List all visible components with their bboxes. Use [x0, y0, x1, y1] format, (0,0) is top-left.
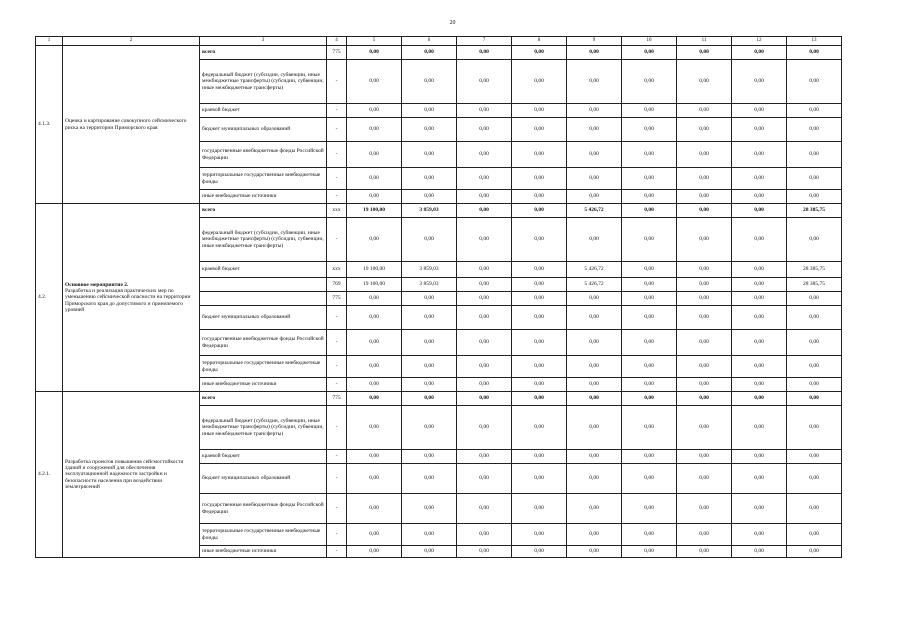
value-cell-6: 0,00 [402, 524, 457, 546]
value-cell-9: 0,00 [567, 292, 622, 306]
table-row [36, 204, 842, 218]
value-cell-12: 0,00 [732, 262, 787, 278]
item-name-title: Основное мероприятие 2. [65, 281, 129, 288]
value-cell-10: 0,00 [622, 292, 677, 306]
value-cell-6: 0,00 [402, 356, 457, 378]
funding-source: бюджет муниципальных образований [200, 118, 327, 142]
value-cell-9: 0,00 [567, 406, 622, 450]
value-cell-13: 0,00 [787, 306, 842, 330]
value-cell-5: 0,00 [347, 306, 402, 330]
value-cell-12: 0,00 [732, 218, 787, 262]
budget-code: - [327, 524, 347, 546]
value-cell-7: 0,00 [457, 46, 512, 60]
funding-source: иные внебюджетные источники [200, 378, 327, 392]
value-cell-8: 0,00 [512, 524, 567, 546]
budget-code: 775 [327, 46, 347, 60]
value-cell-12: 0,00 [732, 278, 787, 292]
value-cell-10: 0,00 [622, 262, 677, 278]
budget-code: - [327, 104, 347, 118]
value-cell-7: 0,00 [457, 524, 512, 546]
value-cell-10: 0,00 [622, 218, 677, 262]
value-cell-8: 0,00 [512, 60, 567, 104]
value-cell-8: 0,00 [512, 392, 567, 406]
value-cell-12: 0,00 [732, 60, 787, 104]
budget-code: - [327, 464, 347, 494]
budget-code: - [327, 60, 347, 104]
value-cell-10: 0,00 [622, 306, 677, 330]
item-name-text: Разработка и реализация практических мер по уменьшению сейсмической опасности на территории Приморского края до допустимого и приемлемого уровней [65, 288, 191, 313]
funding-source: иные внебюджетные источники [200, 190, 327, 204]
value-cell-6: 0,00 [402, 46, 457, 60]
value-cell-8: 0,00 [512, 190, 567, 204]
funding-source: всего [200, 204, 327, 218]
value-cell-12: 0,00 [732, 306, 787, 330]
budget-code: ххх [327, 262, 347, 278]
value-cell-13: 28 385,75 [787, 278, 842, 292]
value-cell-5: 0,00 [347, 218, 402, 262]
value-cell-12: 0,00 [732, 46, 787, 60]
value-cell-7: 0,00 [457, 118, 512, 142]
value-cell-12: 0,00 [732, 168, 787, 190]
value-cell-5: 19 100,00 [347, 204, 402, 218]
value-cell-6: 0,00 [402, 494, 457, 524]
budget-code: - [327, 306, 347, 330]
value-cell-11: 0,00 [677, 406, 732, 450]
value-cell-9: 0,00 [567, 546, 622, 558]
funding-source: федеральный бюджет (субсидии, субвенции, иные межбюджетные трансферты) (субсидии, субвенции, иные межбюджетные трансферты) [200, 60, 327, 104]
value-cell-9: 0,00 [567, 142, 622, 168]
value-cell-5: 0,00 [347, 190, 402, 204]
value-cell-6: 0,00 [402, 60, 457, 104]
budget-code: - [327, 190, 347, 204]
value-cell-12: 0,00 [732, 142, 787, 168]
value-cell-13: 28 385,75 [787, 262, 842, 278]
header-row [36, 37, 842, 46]
value-cell-6: 0,00 [402, 190, 457, 204]
value-cell-8: 0,00 [512, 330, 567, 356]
value-cell-12: 0,00 [732, 190, 787, 204]
value-cell-8: 0,00 [512, 278, 567, 292]
value-cell-10: 0,00 [622, 356, 677, 378]
value-cell-11: 0,00 [677, 262, 732, 278]
value-cell-10: 0,00 [622, 330, 677, 356]
funding-source: федеральный бюджет (субсидии, субвенции, иные межбюджетные трансферты) (субсидии, субвенции, иные межбюджетные трансферты) [200, 406, 327, 450]
value-cell-10: 0,00 [622, 464, 677, 494]
item-name [63, 392, 200, 558]
value-cell-10: 0,00 [622, 118, 677, 142]
header-cell-3: 3 [200, 37, 327, 46]
header-cell-6: 6 [402, 37, 457, 46]
value-cell-12: 0,00 [732, 392, 787, 406]
funding-source: бюджет муниципальных образований [200, 464, 327, 494]
value-cell-8: 0,00 [512, 104, 567, 118]
budget-code: - [327, 450, 347, 464]
value-cell-9: 0,00 [567, 378, 622, 392]
funding-source: территориальные государственные внебюджетные фонды [200, 168, 327, 190]
funding-source: государственные внебюджетные фонды Российской Федерации [200, 330, 327, 356]
value-cell-13: 0,00 [787, 378, 842, 392]
header-cell-2: 2 [63, 37, 200, 46]
value-cell-5: 0,00 [347, 392, 402, 406]
table-row [36, 392, 842, 406]
item-number: 4.1.3. [36, 46, 63, 204]
value-cell-11: 0,00 [677, 546, 732, 558]
budget-code: - [327, 356, 347, 378]
budget-code: - [327, 406, 347, 450]
value-cell-9: 0,00 [567, 46, 622, 60]
value-cell-11: 0,00 [677, 356, 732, 378]
value-cell-11: 0,00 [677, 204, 732, 218]
value-cell-9: 0,00 [567, 392, 622, 406]
value-cell-10: 0,00 [622, 190, 677, 204]
value-cell-8: 0,00 [512, 142, 567, 168]
value-cell-12: 0,00 [732, 204, 787, 218]
value-cell-13: 0,00 [787, 524, 842, 546]
budget-code: ххх [327, 204, 347, 218]
value-cell-6: 0,00 [402, 104, 457, 118]
budget-code: - [327, 218, 347, 262]
value-cell-12: 0,00 [732, 546, 787, 558]
value-cell-12: 0,00 [732, 524, 787, 546]
value-cell-6: 0,00 [402, 118, 457, 142]
value-cell-11: 0,00 [677, 292, 732, 306]
value-cell-7: 0,00 [457, 356, 512, 378]
value-cell-8: 0,00 [512, 356, 567, 378]
value-cell-7: 0,00 [457, 278, 512, 292]
value-cell-10: 0,00 [622, 494, 677, 524]
budget-code: - [327, 546, 347, 558]
value-cell-11: 0,00 [677, 378, 732, 392]
value-cell-7: 0,00 [457, 168, 512, 190]
value-cell-13: 0,00 [787, 218, 842, 262]
value-cell-7: 0,00 [457, 546, 512, 558]
value-cell-7: 0,00 [457, 450, 512, 464]
header-cell-5: 5 [347, 37, 402, 46]
funding-source [200, 278, 327, 292]
value-cell-9: 0,00 [567, 494, 622, 524]
value-cell-9: 0,00 [567, 306, 622, 330]
value-cell-7: 0,00 [457, 306, 512, 330]
value-cell-7: 0,00 [457, 378, 512, 392]
header-cell-9: 9 [567, 37, 622, 46]
value-cell-13: 0,00 [787, 60, 842, 104]
value-cell-11: 0,00 [677, 118, 732, 142]
budget-code: - [327, 168, 347, 190]
value-cell-6: 0,00 [402, 406, 457, 450]
value-cell-8: 0,00 [512, 218, 567, 262]
funding-source: бюджет муниципальных образований [200, 306, 327, 330]
value-cell-9: 5 426,72 [567, 262, 622, 278]
value-cell-10: 0,00 [622, 104, 677, 118]
value-cell-7: 0,00 [457, 60, 512, 104]
value-cell-8: 0,00 [512, 378, 567, 392]
budget-code: - [327, 330, 347, 356]
value-cell-8: 0,00 [512, 46, 567, 60]
value-cell-8: 0,00 [512, 168, 567, 190]
value-cell-13: 0,00 [787, 464, 842, 494]
value-cell-11: 0,00 [677, 524, 732, 546]
value-cell-5: 19 100,00 [347, 278, 402, 292]
value-cell-8: 0,00 [512, 546, 567, 558]
value-cell-5: 0,00 [347, 546, 402, 558]
value-cell-9: 0,00 [567, 104, 622, 118]
value-cell-12: 0,00 [732, 378, 787, 392]
header-cell-7: 7 [457, 37, 512, 46]
value-cell-8: 0,00 [512, 118, 567, 142]
value-cell-6: 0,00 [402, 142, 457, 168]
value-cell-9: 0,00 [567, 524, 622, 546]
value-cell-7: 0,00 [457, 190, 512, 204]
value-cell-5: 0,00 [347, 168, 402, 190]
value-cell-10: 0,00 [622, 168, 677, 190]
table-row [36, 46, 842, 60]
funding-source: территориальные государственные внебюджетные фонды [200, 356, 327, 378]
value-cell-7: 0,00 [457, 142, 512, 168]
value-cell-11: 0,00 [677, 142, 732, 168]
funding-source: всего [200, 392, 327, 406]
value-cell-6: 3 859,03 [402, 278, 457, 292]
value-cell-5: 0,00 [347, 118, 402, 142]
value-cell-5: 0,00 [347, 60, 402, 104]
header-cell-1: 1 [36, 37, 63, 46]
value-cell-12: 0,00 [732, 494, 787, 524]
value-cell-9: 0,00 [567, 218, 622, 262]
value-cell-10: 0,00 [622, 278, 677, 292]
value-cell-12: 0,00 [732, 356, 787, 378]
value-cell-5: 0,00 [347, 378, 402, 392]
value-cell-8: 0,00 [512, 450, 567, 464]
value-cell-12: 0,00 [732, 464, 787, 494]
value-cell-9: 0,00 [567, 60, 622, 104]
funding-source: иные внебюджетные источники [200, 546, 327, 558]
value-cell-11: 0,00 [677, 494, 732, 524]
value-cell-7: 0,00 [457, 218, 512, 262]
funding-source: всего [200, 46, 327, 60]
value-cell-8: 0,00 [512, 406, 567, 450]
budget-code: 775 [327, 292, 347, 306]
funding-source: краевой бюджет [200, 262, 327, 278]
value-cell-6: 0,00 [402, 450, 457, 464]
value-cell-13: 28 385,75 [787, 204, 842, 218]
budget-code: - [327, 378, 347, 392]
value-cell-11: 0,00 [677, 190, 732, 204]
value-cell-8: 0,00 [512, 262, 567, 278]
funding-source: федеральный бюджет (субсидии, субвенции, иные межбюджетные трансферты) (субсидии, субвенции, иные межбюджетные трансферты) [200, 218, 327, 262]
value-cell-6: 0,00 [402, 392, 457, 406]
header-cell-4: 4 [327, 37, 347, 46]
value-cell-12: 0,00 [732, 330, 787, 356]
value-cell-7: 0,00 [457, 104, 512, 118]
item-number: 4.2.1. [36, 392, 63, 558]
value-cell-5: 0,00 [347, 104, 402, 118]
item-name [63, 46, 200, 204]
value-cell-9: 0,00 [567, 190, 622, 204]
value-cell-7: 0,00 [457, 204, 512, 218]
value-cell-9: 0,00 [567, 330, 622, 356]
value-cell-5: 0,00 [347, 292, 402, 306]
value-cell-13: 0,00 [787, 168, 842, 190]
value-cell-7: 0,00 [457, 292, 512, 306]
funding-source: государственные внебюджетные фонды Российской Федерации [200, 142, 327, 168]
value-cell-11: 0,00 [677, 60, 732, 104]
value-cell-13: 0,00 [787, 356, 842, 378]
header-cell-11: 11 [677, 37, 732, 46]
value-cell-5: 0,00 [347, 142, 402, 168]
value-cell-11: 0,00 [677, 464, 732, 494]
value-cell-5: 0,00 [347, 494, 402, 524]
value-cell-9: 0,00 [567, 450, 622, 464]
value-cell-7: 0,00 [457, 406, 512, 450]
value-cell-12: 0,00 [732, 406, 787, 450]
value-cell-13: 0,00 [787, 546, 842, 558]
value-cell-13: 0,00 [787, 104, 842, 118]
value-cell-10: 0,00 [622, 46, 677, 60]
header-cell-12: 12 [732, 37, 787, 46]
value-cell-13: 0,00 [787, 392, 842, 406]
value-cell-5: 19 100,00 [347, 262, 402, 278]
value-cell-13: 0,00 [787, 142, 842, 168]
value-cell-7: 0,00 [457, 464, 512, 494]
value-cell-9: 5 426,72 [567, 204, 622, 218]
value-cell-6: 0,00 [402, 546, 457, 558]
value-cell-6: 0,00 [402, 464, 457, 494]
budget-table [35, 36, 842, 558]
value-cell-8: 0,00 [512, 204, 567, 218]
value-cell-8: 0,00 [512, 464, 567, 494]
value-cell-10: 0,00 [622, 546, 677, 558]
item-name-text: Разработка проектов повышения сейсмостойкости зданий и сооружений для обеспечения эксплуатационной надежности застройки и безопасности населения при воздействии землетрясений [65, 458, 184, 490]
value-cell-10: 0,00 [622, 204, 677, 218]
value-cell-12: 0,00 [732, 292, 787, 306]
value-cell-10: 0,00 [622, 392, 677, 406]
budget-code: - [327, 142, 347, 168]
funding-source [200, 292, 327, 306]
item-name [63, 204, 200, 392]
value-cell-12: 0,00 [732, 118, 787, 142]
value-cell-8: 0,00 [512, 494, 567, 524]
page-number: 20 [449, 20, 456, 26]
budget-code: - [327, 494, 347, 524]
value-cell-11: 0,00 [677, 168, 732, 190]
value-cell-6: 3 859,03 [402, 262, 457, 278]
value-cell-7: 0,00 [457, 494, 512, 524]
funding-source: государственные внебюджетные фонды Российской Федерации [200, 494, 327, 524]
value-cell-9: 0,00 [567, 356, 622, 378]
value-cell-9: 0,00 [567, 118, 622, 142]
value-cell-12: 0,00 [732, 450, 787, 464]
value-cell-10: 0,00 [622, 60, 677, 104]
header-cell-8: 8 [512, 37, 567, 46]
value-cell-5: 0,00 [347, 450, 402, 464]
value-cell-6: 0,00 [402, 330, 457, 356]
value-cell-6: 0,00 [402, 292, 457, 306]
value-cell-8: 0,00 [512, 292, 567, 306]
value-cell-13: 0,00 [787, 292, 842, 306]
header-cell-10: 10 [622, 37, 677, 46]
budget-code: 769 [327, 278, 347, 292]
value-cell-11: 0,00 [677, 104, 732, 118]
budget-code: - [327, 118, 347, 142]
item-name-text: Оценка и картирование совокупного сейсмического риска на территории Приморского края [65, 118, 187, 131]
value-cell-7: 0,00 [457, 262, 512, 278]
value-cell-10: 0,00 [622, 450, 677, 464]
item-number: 4.2. [36, 204, 63, 392]
value-cell-10: 0,00 [622, 524, 677, 546]
value-cell-5: 0,00 [347, 524, 402, 546]
value-cell-11: 0,00 [677, 278, 732, 292]
value-cell-12: 0,00 [732, 104, 787, 118]
value-cell-13: 0,00 [787, 406, 842, 450]
value-cell-5: 0,00 [347, 464, 402, 494]
header-cell-13: 13 [787, 37, 842, 46]
value-cell-7: 0,00 [457, 330, 512, 356]
value-cell-6: 3 859,03 [402, 204, 457, 218]
value-cell-13: 0,00 [787, 46, 842, 60]
value-cell-5: 0,00 [347, 330, 402, 356]
value-cell-11: 0,00 [677, 218, 732, 262]
value-cell-9: 5 426,72 [567, 278, 622, 292]
value-cell-5: 0,00 [347, 356, 402, 378]
value-cell-11: 0,00 [677, 450, 732, 464]
value-cell-6: 0,00 [402, 168, 457, 190]
value-cell-13: 0,00 [787, 330, 842, 356]
value-cell-7: 0,00 [457, 392, 512, 406]
value-cell-11: 0,00 [677, 46, 732, 60]
funding-source: краевой бюджет [200, 450, 327, 464]
value-cell-5: 0,00 [347, 406, 402, 450]
value-cell-13: 0,00 [787, 450, 842, 464]
value-cell-13: 0,00 [787, 190, 842, 204]
value-cell-13: 0,00 [787, 118, 842, 142]
value-cell-9: 0,00 [567, 464, 622, 494]
value-cell-6: 0,00 [402, 218, 457, 262]
budget-code: 775 [327, 392, 347, 406]
value-cell-10: 0,00 [622, 378, 677, 392]
funding-source: краевой бюджет [200, 104, 327, 118]
value-cell-6: 0,00 [402, 306, 457, 330]
value-cell-11: 0,00 [677, 306, 732, 330]
value-cell-11: 0,00 [677, 330, 732, 356]
value-cell-13: 0,00 [787, 494, 842, 524]
value-cell-5: 0,00 [347, 46, 402, 60]
value-cell-11: 0,00 [677, 392, 732, 406]
value-cell-10: 0,00 [622, 406, 677, 450]
value-cell-6: 0,00 [402, 378, 457, 392]
value-cell-10: 0,00 [622, 142, 677, 168]
value-cell-8: 0,00 [512, 306, 567, 330]
value-cell-9: 0,00 [567, 168, 622, 190]
funding-source: территориальные государственные внебюджетные фонды [200, 524, 327, 546]
